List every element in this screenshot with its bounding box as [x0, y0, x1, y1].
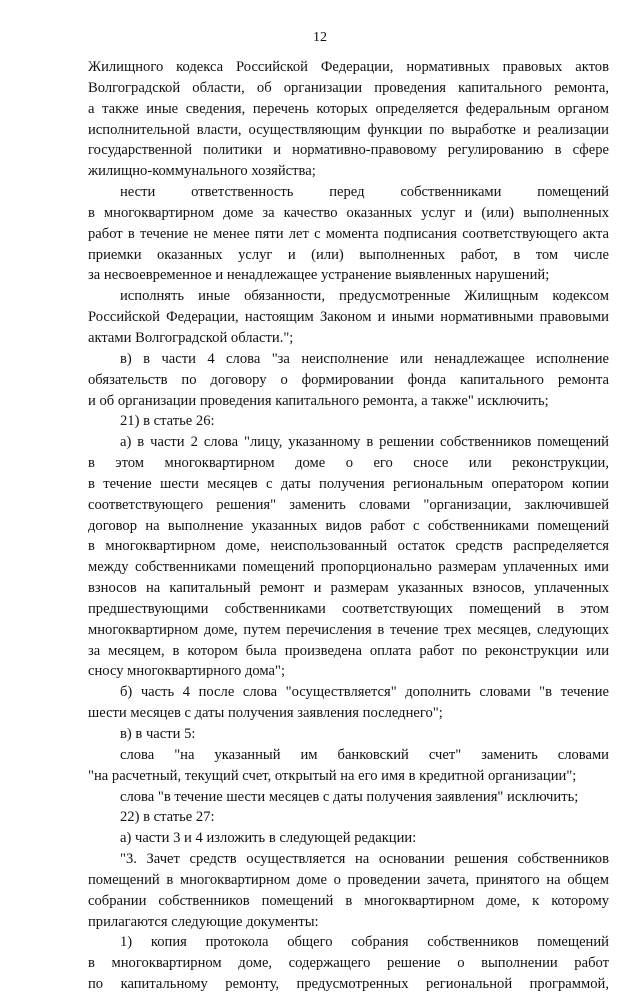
text-line: в многоквартирном доме, содержащего решение о выполнении работ	[88, 955, 609, 972]
text-line: взносов на капитальный ремонт и размерам указанных взносов, уплаченных	[88, 580, 609, 597]
text-line: "3. Зачет средств осуществляется на основании решения собственников	[120, 851, 609, 868]
document-body	[88, 57, 609, 995]
text-line: а) в части 2 слова "лицу, указанному в решении собственников помещений	[120, 434, 609, 451]
text-line: 22) в статье 27:	[120, 809, 215, 826]
text-line: прилагаются следующие документы:	[88, 913, 319, 930]
text-line: а также иные сведения, перечень которых определяется федеральным органом	[88, 100, 609, 117]
text-line: жилищно-коммунального хозяйства;	[88, 163, 316, 180]
text-line: соответствующего решения" заменить словами "организации, заключившей	[88, 496, 609, 513]
text-line: Волгоградской области, об организации проведения капитального ремонта,	[88, 79, 609, 96]
text-line: в многоквартирном доме за качество оказанных услуг и (или) выполненных	[88, 204, 609, 221]
text-line: исполнять иные обязанности, предусмотренные Жилищным кодексом	[120, 288, 609, 305]
text-line: за несвоевременное и ненадлежащее устранение выявленных нарушений;	[88, 267, 550, 284]
text-line: а) части 3 и 4 изложить в следующей редакции:	[120, 830, 417, 847]
text-line: приемки оказанных услуг и (или) выполненных работ, в том числе	[88, 246, 609, 263]
text-line: сносу многоквартирного дома";	[88, 663, 286, 680]
text-line: помещений в многоквартирном доме о проведении зачета, принятого на общем	[88, 871, 609, 888]
page-number: 12	[313, 30, 327, 45]
text-line: 21) в статье 26:	[120, 413, 215, 430]
text-line: за месяцем, в котором была произведена оплата работ по реконструкции или	[88, 642, 609, 659]
text-line: собрании собственников помещений в многоквартирном доме, к которому	[88, 892, 609, 909]
text-line: актами Волгоградской области.";	[88, 329, 294, 346]
text-line: в многоквартирном доме, неиспользованный остаток средств распределяется	[88, 538, 609, 555]
text-line: обязательств по договору о формировании фонда капитального ремонта	[88, 371, 609, 388]
text-line: в) в части 4 слова "за неисполнение или ненадлежащее исполнение	[120, 350, 609, 367]
text-line: Российской Федерации, настоящим Законом и иными нормативными правовыми	[88, 309, 609, 326]
text-line: слова "в течение шести месяцев с даты получения заявления" исключить;	[120, 788, 579, 805]
text-line: предшествующими собственниками соответствующих помещений в этом	[88, 600, 609, 617]
text-line: нести ответственность перед собственниками помещений	[120, 184, 609, 201]
text-line: в течение шести месяцев с даты получения региональным оператором копии	[88, 475, 609, 492]
text-line: Жилищного кодекса Российской Федерации, нормативных правовых актов	[88, 59, 609, 75]
text-line: исполнительной власти, осуществляющим функции по выработке и реализации	[88, 121, 609, 138]
text-line: шести месяцев с даты получения заявления последнего";	[88, 705, 443, 722]
text-line: по капитальному ремонту, предусмотренных региональной программой,	[88, 976, 609, 993]
text-line: в) в части 5:	[120, 726, 196, 742]
text-line: между собственниками помещений пропорционально размерам уплаченных ими	[88, 559, 609, 576]
text-line: работ в течение не менее пяти лет с момента подписания соответствующего акта	[88, 225, 609, 242]
text-line: и об организации проведения капитального ремонта, а также" исключить;	[88, 392, 549, 409]
text-line: договор на выполнение указанных видов работ с собственниками помещений	[88, 517, 609, 534]
text-line: б) часть 4 после слова "осуществляется" дополнить словами "в течение	[120, 684, 609, 701]
text-line: 1) копия протокола общего собрания собственников помещений	[120, 934, 609, 951]
text-line: "на расчетный, текущий счет, открытый на его имя в кредитной организации";	[88, 767, 577, 784]
text-line: в этом многоквартирном доме о его сносе или реконструкции,	[88, 455, 609, 472]
text-line: слова "на указанный им банковский счет" заменить словами	[120, 746, 609, 763]
text-line: многоквартирном доме, путем перечисления в течение трех месяцев, следующих	[88, 621, 609, 638]
text-line: государственной политики и нормативно-правовому регулированию в сфере	[88, 142, 609, 159]
